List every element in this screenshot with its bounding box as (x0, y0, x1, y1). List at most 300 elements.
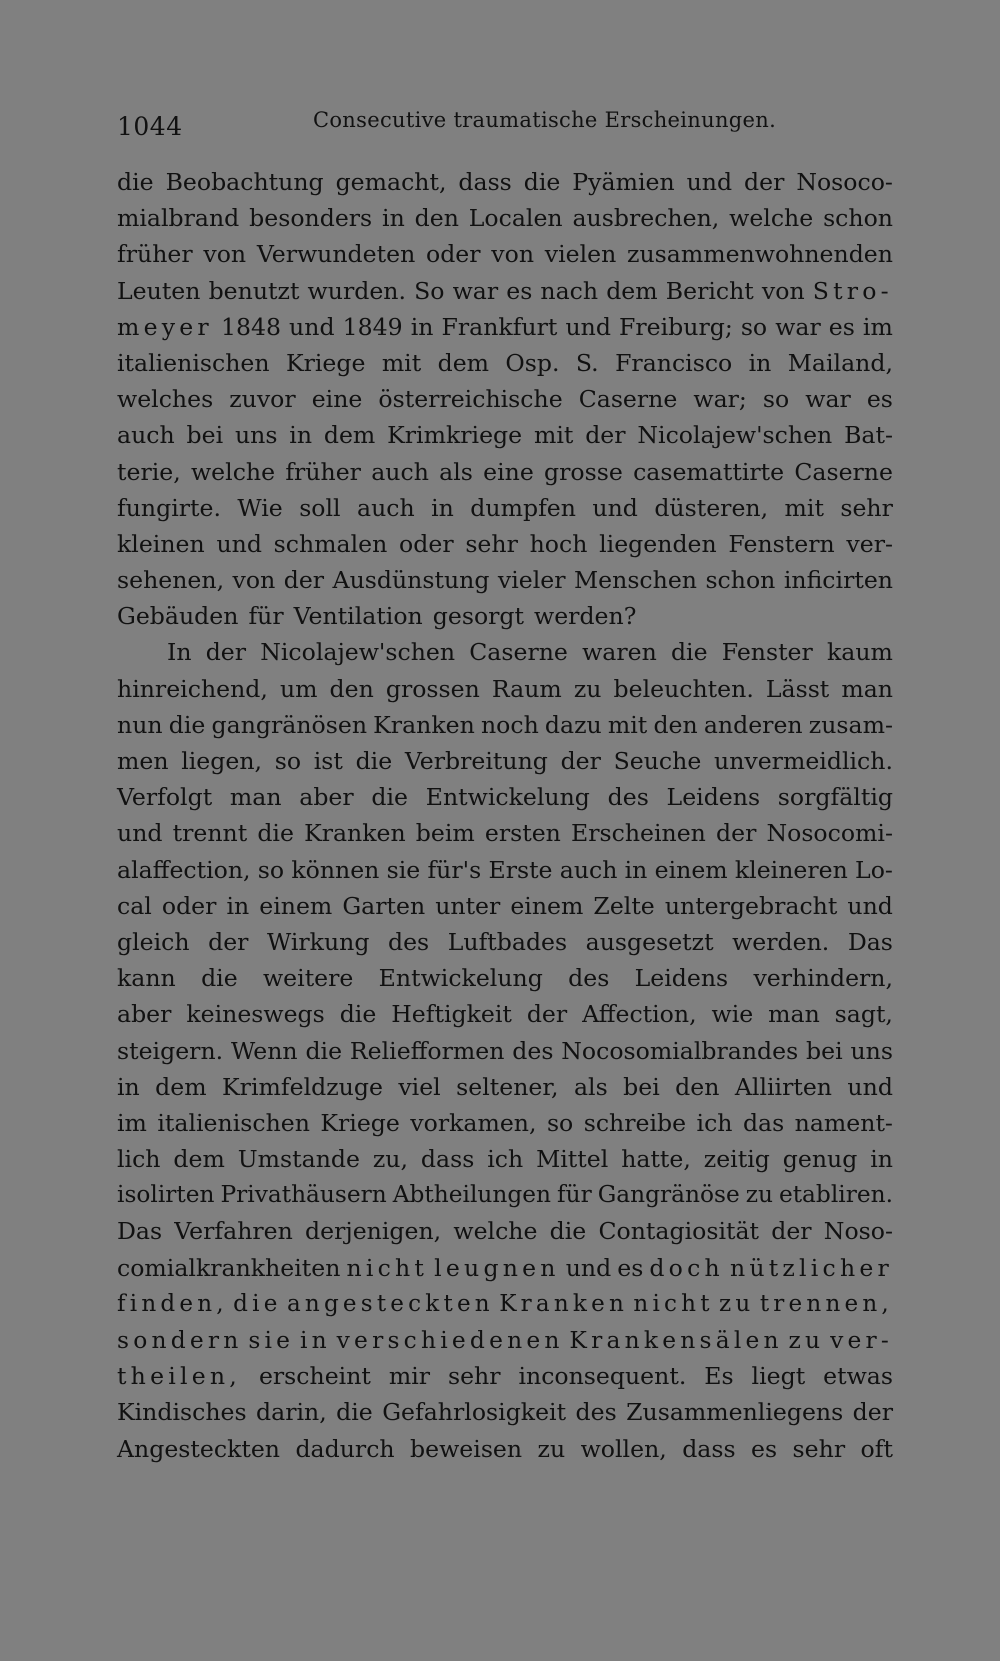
word: Es (704, 1362, 734, 1391)
text-line (117, 815, 893, 851)
text-line (117, 1177, 893, 1213)
word: theilen, (117, 1362, 241, 1391)
word: zu (788, 1326, 825, 1354)
word: kleinen (117, 529, 205, 558)
word: man (229, 783, 282, 812)
word: genug (782, 1145, 858, 1174)
word: trennen, (759, 1290, 893, 1317)
word: Nocosomialbrandes (561, 1036, 799, 1065)
text-line (117, 960, 893, 996)
word: Caserne (794, 457, 893, 486)
word: Ausdünstung (332, 566, 490, 595)
word: unvermeidlich. (714, 747, 893, 775)
word: mit (381, 348, 422, 377)
text-line (117, 1431, 893, 1467)
text-line (117, 598, 893, 634)
word: wie (711, 1000, 754, 1029)
word: der (526, 1000, 568, 1029)
word: men (117, 747, 169, 775)
text-line (117, 1069, 893, 1105)
word: für's (427, 855, 482, 884)
text-line (117, 381, 893, 417)
text-line (117, 743, 893, 779)
word: sehr (447, 1362, 501, 1391)
word: und (565, 1253, 612, 1282)
text-line (117, 417, 893, 453)
word: Das (117, 1217, 163, 1246)
text-line (117, 562, 893, 598)
word: uns (850, 1036, 893, 1065)
word: darin, (256, 1398, 327, 1427)
word: in (117, 1072, 140, 1101)
word: der (852, 1398, 893, 1427)
word: In (167, 638, 192, 667)
word: dass (420, 1145, 475, 1174)
word: kaum (826, 638, 893, 667)
word: kleineren (734, 855, 848, 884)
word: doch (649, 1253, 724, 1282)
word: welche (453, 1217, 538, 1246)
word: auch (371, 457, 429, 486)
word: zu, (372, 1145, 409, 1174)
word: ver- (830, 1326, 893, 1354)
word: Freiburg; (618, 312, 733, 341)
word: zuvor (229, 385, 296, 414)
word: Kranken (373, 710, 475, 739)
word: die (233, 1290, 282, 1317)
word: wurden. (307, 276, 406, 305)
word: ich (696, 1108, 733, 1137)
word: dadurch (295, 1434, 395, 1463)
word: Luftbades (447, 927, 568, 956)
word: Ventilation (293, 602, 423, 631)
word: Gangränöse (597, 1181, 740, 1209)
word: Lo- (855, 855, 893, 884)
word: beim (415, 819, 475, 848)
word: des (575, 1398, 617, 1427)
word: gesorgt (432, 602, 525, 631)
word: sehr (792, 1434, 846, 1463)
word: cal (117, 891, 152, 920)
word: Nicolajew'schen (637, 421, 833, 450)
word: viel (398, 1072, 441, 1101)
word: so (257, 855, 285, 884)
text-line (117, 164, 893, 200)
word: comialkrankheiten (117, 1253, 341, 1282)
word: es (751, 1434, 778, 1463)
word: italienischen (117, 348, 270, 377)
word: liegt (751, 1362, 806, 1391)
word: liegenden (599, 529, 717, 558)
word: mit (607, 710, 648, 739)
word: anderen (703, 710, 803, 739)
word: es (506, 276, 533, 305)
word: casemattirte (633, 457, 785, 486)
word: ausbrechen, (572, 204, 720, 233)
word: sagt, (834, 1000, 893, 1029)
word: werden. (732, 927, 830, 956)
word: man (841, 674, 893, 703)
word: Entwickelung (378, 964, 543, 993)
word: war; (693, 385, 747, 414)
word: Pyämien (572, 168, 675, 196)
word: oder (426, 240, 481, 269)
word: Zelte (593, 891, 655, 920)
word: vielen (544, 240, 617, 269)
word: ver- (846, 529, 893, 558)
word: mir (388, 1362, 431, 1391)
word: zu (573, 674, 602, 703)
word: vorkamen, (410, 1108, 537, 1137)
word: und (592, 493, 638, 522)
word: gleich (117, 927, 190, 956)
word: bei (186, 421, 224, 450)
word: kann (117, 964, 176, 993)
word: welches (117, 385, 214, 414)
word: inconsequent. (518, 1362, 687, 1391)
word: derjenigen, (305, 1217, 442, 1246)
word: Reliefformen (349, 1036, 505, 1065)
text-line (117, 454, 893, 490)
word: schon (705, 566, 776, 595)
word: bei (806, 1036, 843, 1065)
word: ersten (484, 819, 561, 848)
word: die (257, 819, 294, 848)
word: die (549, 1217, 587, 1246)
word: und (117, 819, 163, 848)
text-line (117, 526, 893, 562)
word: so (740, 312, 768, 341)
word: die (201, 964, 238, 993)
word: S. (575, 348, 599, 377)
word: so (762, 385, 790, 414)
word: Kranken (304, 819, 406, 848)
word: als (573, 1072, 608, 1101)
word: einem (510, 891, 584, 920)
text-line (117, 1286, 893, 1322)
word: Wie (237, 493, 283, 522)
word: Verwundeten (256, 240, 416, 269)
word: etwas (823, 1362, 893, 1391)
word: schmalen (273, 529, 388, 558)
word: die (355, 747, 393, 775)
word: Verfahren (174, 1217, 293, 1246)
word: Bericht (665, 276, 754, 305)
word: Affection, (582, 1000, 697, 1029)
word: in (226, 891, 250, 920)
word: Alliirten (734, 1072, 832, 1101)
word: dass (682, 1434, 736, 1463)
word: welche (729, 204, 814, 233)
word: der (283, 566, 325, 595)
word: den (653, 710, 698, 739)
word: Leidens (666, 783, 761, 812)
word: dem (155, 1072, 207, 1101)
text-line (117, 671, 893, 707)
word: etabliren. (778, 1181, 893, 1209)
word: die (305, 1036, 343, 1065)
word: und (216, 529, 262, 558)
page-number: 1044 (117, 112, 183, 141)
word: aber (299, 783, 354, 812)
word: des (568, 964, 610, 993)
word: alaffection, (117, 855, 251, 884)
word: die (336, 1398, 373, 1427)
word: inficirten (783, 566, 893, 595)
word: aber (117, 1000, 172, 1029)
word: nicht (346, 1253, 429, 1282)
text-line (117, 707, 893, 743)
word: war (452, 276, 499, 305)
word: Nosoco- (796, 168, 893, 196)
word: Wirkung (267, 927, 370, 956)
word: isolirten (117, 1181, 215, 1209)
word: fungirte. (117, 493, 221, 522)
text-line (117, 200, 893, 236)
word: einem (654, 855, 728, 884)
word: im (862, 312, 893, 341)
word: sehr (465, 529, 518, 558)
word: lich (117, 1145, 161, 1174)
word: Contagiosität (598, 1217, 760, 1246)
word: und (289, 312, 335, 341)
word: sie (248, 1326, 295, 1354)
word: auch (117, 421, 175, 450)
text-line (117, 924, 893, 960)
word: um (279, 674, 318, 703)
word: beleuchten. (613, 674, 754, 703)
word: das (742, 1108, 785, 1137)
word: So (414, 276, 445, 305)
word: soll (299, 493, 341, 522)
word: Lässt (765, 674, 830, 703)
word: dem (437, 348, 490, 377)
running-title: Consecutive traumatische Erscheinungen. (313, 108, 777, 132)
word: von (491, 240, 535, 269)
word: Garten (342, 891, 426, 920)
word: grossen (385, 674, 480, 703)
word: erscheint (258, 1362, 371, 1391)
word: meyer (117, 312, 213, 341)
word: Fenster (721, 638, 813, 667)
word: es (617, 1253, 644, 1282)
word: nament- (794, 1108, 893, 1137)
word: Gefahrlosigkeit (382, 1398, 567, 1427)
word: auch (559, 855, 618, 884)
word: hatte, (621, 1145, 691, 1174)
word: in (289, 421, 313, 450)
word: ich (487, 1145, 524, 1174)
word: seltener, (456, 1072, 559, 1101)
word: 1849 (342, 312, 403, 341)
word: einem (259, 891, 333, 920)
word: beweisen (410, 1434, 523, 1463)
word: Francisco (615, 348, 733, 377)
word: es (828, 312, 855, 341)
word: hinreichend, (117, 674, 268, 703)
text-line (117, 1141, 893, 1177)
word: Gebäuden (117, 602, 239, 631)
word: welche (190, 457, 276, 486)
word: oft (860, 1434, 893, 1463)
word: Das (847, 927, 893, 956)
word: mit (784, 493, 824, 522)
word: Heftigkeit (391, 1000, 512, 1029)
word: zusam- (808, 710, 893, 739)
text-line (117, 1250, 893, 1286)
text-line (117, 490, 893, 526)
word: so (546, 1108, 574, 1137)
word: Krimfeldzuge (222, 1072, 383, 1101)
word: untergebracht (664, 891, 838, 920)
word: des (512, 1036, 554, 1065)
word: steigern. (117, 1036, 224, 1065)
word: nützlicher (729, 1253, 893, 1282)
word: keineswegs (186, 1000, 325, 1029)
word: der (585, 421, 626, 450)
word: in (624, 855, 648, 884)
word: der (560, 747, 601, 775)
word: Frankfurt (441, 312, 558, 341)
word: weitere (262, 964, 354, 993)
word: der (208, 927, 249, 956)
word: den (675, 1072, 720, 1101)
word: der (716, 819, 757, 848)
word: werden? (534, 602, 637, 631)
word: Verbreitung (404, 747, 548, 775)
word: der (771, 1217, 812, 1246)
word: ausgesetzt (585, 927, 714, 956)
word: des (387, 927, 430, 956)
word: es (866, 385, 893, 414)
paragraph (117, 164, 893, 634)
word: Abtheilungen (392, 1181, 551, 1209)
word: sondern (117, 1326, 243, 1354)
word: Kranken (499, 1290, 629, 1317)
word: Leuten (117, 276, 201, 305)
word: der (205, 638, 247, 667)
text-line (117, 1033, 893, 1069)
running-head (117, 108, 893, 140)
word: Osp. (505, 348, 560, 377)
word: und (686, 168, 733, 196)
word: schon (823, 204, 893, 233)
word: in (382, 204, 405, 233)
word: Erscheinen (571, 819, 706, 848)
text-line (117, 779, 893, 815)
word: terie, (117, 457, 181, 486)
word: dem (173, 1145, 225, 1174)
word: zu (537, 1434, 566, 1463)
word: zu (745, 1181, 773, 1209)
word: gangränösen (211, 710, 368, 739)
text-line (117, 345, 893, 381)
word: liegen, (181, 747, 263, 775)
text-line (117, 996, 893, 1032)
word: von (203, 240, 247, 269)
text-line (117, 888, 893, 924)
word: im (117, 1108, 147, 1137)
word: Kindisches (117, 1398, 247, 1427)
word: Fenstern (728, 529, 835, 558)
word: die (670, 638, 708, 667)
word: sehr (840, 493, 893, 522)
word: den (329, 674, 374, 703)
word: besonders (249, 204, 373, 233)
word: dass (458, 168, 512, 196)
word: Leidens (634, 964, 729, 993)
word: Bat- (844, 421, 893, 450)
word: Umstande (237, 1145, 360, 1174)
word: der (744, 168, 785, 196)
word: in (299, 1326, 331, 1354)
word: italienischen (157, 1108, 310, 1137)
word: nun (117, 710, 163, 739)
word: mit (533, 421, 574, 450)
word: Entwickelung (425, 783, 590, 812)
word: sorgfältig (777, 783, 893, 812)
word: die (523, 168, 561, 196)
word: Verfolgt (117, 783, 213, 812)
word: Kriege (285, 348, 366, 377)
word: Noso- (823, 1217, 893, 1246)
word: Menschen (574, 566, 697, 595)
text-line (117, 1394, 893, 1430)
word: die (117, 168, 154, 196)
word: angesteckten (286, 1290, 494, 1317)
word: vieler (497, 566, 566, 595)
word: in (748, 348, 772, 377)
word: zu (719, 1290, 755, 1317)
word: als (439, 457, 473, 486)
word: ist (313, 747, 343, 775)
word: bei (623, 1072, 660, 1101)
word: Privathäusern (220, 1181, 387, 1209)
word: in (410, 312, 434, 341)
word: und (847, 1072, 893, 1101)
word: von (761, 276, 805, 305)
word: war (805, 385, 851, 414)
word: leugnen (434, 1253, 560, 1282)
word: waren (582, 638, 657, 667)
word: dazu (544, 710, 602, 739)
word: die (339, 1000, 377, 1029)
text-line (117, 236, 893, 272)
word: für (556, 1181, 592, 1209)
word: düsteren, (654, 493, 769, 522)
word: und (847, 891, 893, 920)
word: Raum (491, 674, 562, 703)
text-line (117, 1322, 893, 1358)
word: Krankensälen (569, 1326, 783, 1354)
word: dem (323, 421, 376, 450)
word: mialbrand (117, 204, 240, 233)
word: in (431, 493, 454, 522)
word: war (775, 312, 821, 341)
word: zusammenwohnenden (627, 240, 893, 269)
word: 1848 (220, 312, 281, 341)
word: noch (480, 710, 539, 739)
word: wollen, (580, 1434, 667, 1463)
paragraph (117, 634, 893, 1466)
word: oder (161, 891, 217, 920)
word: die (371, 783, 409, 812)
word: Erste (488, 855, 553, 884)
word: Zusammenliegens (626, 1398, 844, 1427)
word: trennt (172, 819, 248, 848)
word: dumpfen (470, 493, 576, 522)
text-line (117, 1358, 893, 1394)
